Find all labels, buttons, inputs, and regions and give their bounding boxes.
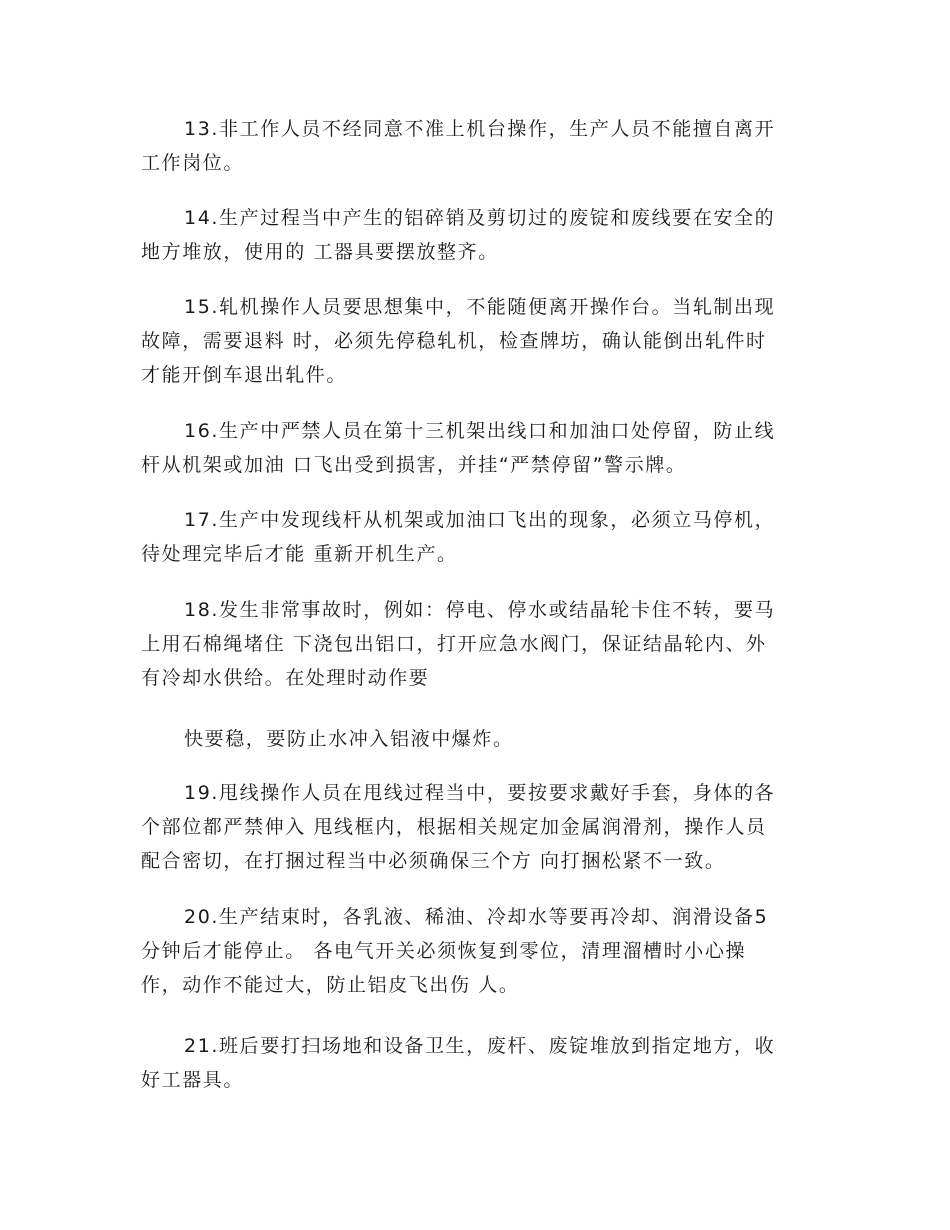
paragraph-line: 上用石棉绳堵住 下浇包出铝口，打开应急水阀门，保证结晶轮内、外 <box>141 633 767 655</box>
paragraph-line: 19.甩线操作人员在甩线过程当中，要按要求戴好手套，身体的各 <box>184 782 776 804</box>
paragraph-line: 分钟后才能停止。 各电气开关必须恢复到零位，清理溜槽时小心操 <box>141 940 747 962</box>
paragraph-line: 17.生产中发现线杆从机架或加油口飞出的现象，必须立马停机， <box>184 509 776 531</box>
paragraph-line: 作，动作不能过大，防止铝皮飞出伤 人。 <box>141 974 520 996</box>
paragraph-line: 故障，需要退料 时，必须先停稳轧机，检查牌坊，确认能倒出轧件时 <box>141 330 767 352</box>
rule-item-15 <box>141 290 809 392</box>
paragraph-line: 13.非工作人员不经同意不准上机台操作，生产人员不能擅自离开 <box>184 118 776 140</box>
paragraph-line: 配合密切，在打捆过程当中必须确保三个方 向打捆松紧不一致。 <box>141 850 726 872</box>
paragraph-line: 18.发生非常事故时，例如：停电、停水或结晶轮卡住不转，要马 <box>184 599 776 621</box>
paragraph-line: 待处理完毕后才能 重新开机生产。 <box>141 543 458 565</box>
paragraph-line: 20.生产结束时，各乳液、稀油、冷却水等要再冷却、润滑设备5 <box>184 906 769 928</box>
rule-item-18 <box>141 593 809 695</box>
paragraph-line: 工作岗位。 <box>141 152 245 174</box>
paragraph-line: 好工器具。 <box>141 1069 245 1091</box>
paragraph-line: 21.班后要打扫场地和设备卫生，废杆、废锭堆放到指定地方，收 <box>184 1035 776 1057</box>
rule-item-21 <box>141 1029 809 1097</box>
rule-item-13 <box>141 112 809 180</box>
paragraph-line: 才能开倒车退出轧件。 <box>141 364 348 386</box>
rule-item-14 <box>141 201 809 269</box>
rule-item-16 <box>141 414 809 482</box>
paragraph-line: 16.生产中严禁人员在第十三机架出线口和加油口处停留，防止线 <box>184 420 776 442</box>
paragraph-line: 地方堆放，使用的 工器具要摆放整齐。 <box>141 241 499 263</box>
paragraph-line: 快要稳，要防止水冲入铝液中爆炸。 <box>184 728 514 750</box>
paragraph-line: 个部位都严禁伸入 甩线框内，根据相关规定加金属润滑剂，操作人员 <box>141 816 767 838</box>
rule-item-19 <box>141 776 809 878</box>
rule-item-18-continued <box>141 722 809 756</box>
paragraph-line: 15.轧机操作人员要思想集中，不能随便离开操作台。当轧制出现 <box>184 296 776 318</box>
paragraph-line: 有冷却水供给。在处理时动作要 <box>141 667 430 689</box>
rule-item-17 <box>141 503 809 571</box>
paragraph-line: 杆从机架或加油 口飞出受到损害，并挂“严禁停留”警示牌。 <box>141 454 687 476</box>
rule-item-20 <box>141 900 809 1002</box>
paragraph-line: 14.生产过程当中产生的铝碎销及剪切过的废锭和废线要在安全的 <box>184 207 776 229</box>
